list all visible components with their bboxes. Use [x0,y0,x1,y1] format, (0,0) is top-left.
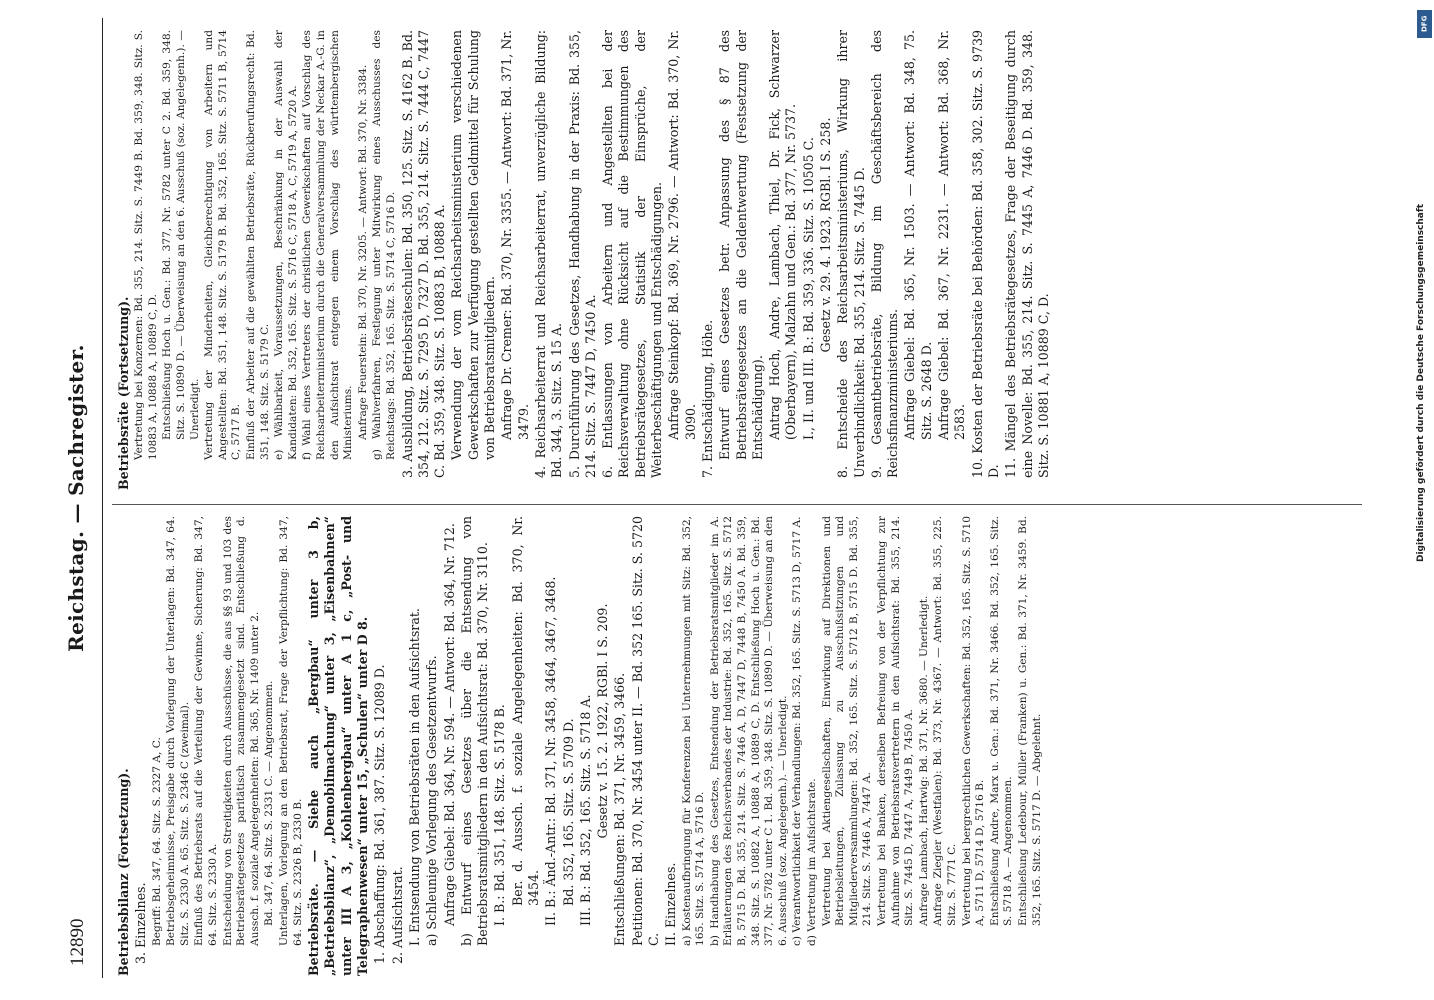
digitization-sidebar [1415,8,1434,992]
right-index-entry: 8. Entscheide des Reichsarbeitsministeriums, Wirkung ihrer Unverbindlichkeit: Bd. 355, 214. Sitz. S. 7445 D. [835,30,867,478]
left-index-entry: Anfrage Giebel: Bd. 364, Nr. 594. — Antwort: Bd. 364, Nr. 712. [441,523,457,926]
left-index-entry: a) Schleunige Vorlegung des Gesetzentwurfs. [424,655,440,946]
left-index-entry: c) Verantwortlichkeit der Verhandlungen: Bd. 352, 165. Sitz. S. 5713 D, 5717 A. [791,516,804,946]
left-index-entry: Unterlagen, Vorlegung an den Betriebsrat, Frage der Verpflichtung: Bd. 347, 64. Sitz. S. 2326 B, 2330 B. [277,516,304,946]
left-index-entry: Gesetz v. 15. 2. 1922, RGBl. I S. 209. [595,603,611,839]
right-index-entry: 6. Entlassungen von Arbeitern und Angestellten bei der Reichsverwaltung ohne Rücksicht auf die Bestimmungen des Betriebsrätegesetzes, Statistik der Einsprüche, der Weiterbeschäftigungen und Entschädigungen. [600,30,665,478]
left-index-entry: Entschließung Ledebour, Müller (Franken) u. Gen.: Bd. 371, Nr. 3459. Bd. 352, 165. Sitz. S. 5717 D. — Abgelehnt. [1016,516,1043,926]
left-index-entry: Einfluß des Betriebsrats auf die Verteilung der Gewinne, Sicherung: Bd. 347, 64. Sitz. S. 2330 A. [193,516,219,946]
page-number: 12890 [67,918,88,966]
right-index-entry: 11. Mängel des Betriebsrätegesetzes, Frage der Beseitigung durch eine Novelle: Bd. 355, 214. Sitz. S. 7445 A, 7446 D. Bd. 359, 348. Sitz. S. 10881 A, 10889 C, D. [1003,30,1051,478]
scanned-page [8,0,1388,998]
left-index-entry: Betriebsräte. — Siehe auch „Bergbau“ unter 3 b, „Betriebsbilanz“, „Demobilmachung“ unter 3, „Eisenbahnen“ unter III A 3, „Kohlenbergbau“ unter A 1 c, „Post- und Telegraphenwesen“ unter 15, „Schulen“ unter D 8. [306,516,371,976]
right-index-entry: Antrag Hoch, Andre, Lambach, Thiel, Dr. Fick, Schwarzer (Oberbayern), Malzahn und Gen.: Bd. 377, Nr. 5737. [767,30,799,440]
left-index-entry: Vertretung bei Banken, derselben Befreiung von der Verpflichtung zur Aufnahme von Betriebsratsvertretern in den Aufsichtsrat: Bd. 355, 214. Sitz. S. 7445 D, 7447 A, 7449 B, 7450 A. [875,516,916,926]
right-index-entry: Anfrage Giebel: Bd. 367, Nr. 2231. — Antwort: Bd. 368, Nr. 2583. [936,30,968,440]
left-index-entry: Betriebsbilanz (Fortsetzung). [116,768,131,976]
right-index-entry: Anfrage Dr. Cremer: Bd. 370, Nr. 3355. — Antwort: Bd. 371, Nr. 3479. [499,30,531,440]
right-index-entry: Entwurf eines Gesetzes betr. Anpassung des § 87 des Betriebsrätegesetzes an die Geldentwertung (Festsetzung der Entschädigung). [717,30,765,460]
header-rule [102,18,103,978]
left-index-entry: Entschließung Andre, Marx u. Gen.: Bd. 371, Nr. 3466. Bd. 352, 165. Sitz. S. 5718 A. — Angenommen. [988,516,1015,926]
left-index-entry: III. B.: Bd. 352, 165. Sitz. S. 5718 A. [577,694,593,926]
left-index-entry: 3. Einzelnes. [133,882,149,964]
right-index-entry: Gesetz v. 29. 4. 1923, RGBl. I S. 258. [818,117,833,353]
left-index-entry: 1. Abschaffung: Bd. 361, 387. Sitz. S. 12089 D. [372,664,388,964]
left-index-entry: I. Entsendung von Betriebsräten in den Aufsichtsrat. [406,608,422,946]
left-index-entry: Anfrage Ziegler (Westfalen): Bd. 373, Nr. 4367. — Antwort: Bd. 355, 225. Sitz. S. 7771 C. [932,516,958,926]
left-index-entry: Entscheidung von Streitigkeiten durch Ausschüsse, die aus §§ 93 und 103 des Betriebsrätegesetzes paritätisch zusammengesetzt sind. Entschließung d. Aussch. f. soziale Angelegenheiten: Bd. 365, Nr. 1409 unter 2. [221,516,261,946]
left-index-entry: II. Einzelnes. [663,862,679,946]
right-index-entry: Vertretung bei Konzernen: Bd. 355, 214. Sitz. S. 7449 B. Bd. 359, 348. Sitz. S. 10883 A, 10888 A, 10889 C, D. [133,30,159,460]
left-column [116,516,1366,976]
right-index-entry: Entschließung Hoch u. Gen.: Bd. 377, Nr. 5782 unter C 2. Bd. 359, 348. Sitz. S. 10890 D. — Überweisung an den 6. Ausschuß (soz. Angelegenh.). — Unerledigt. [161,30,201,440]
left-index-entry: Ber. d. Aussch. f. soziale Angelegenheiten: Bd. 370, Nr. 3454. [509,516,541,906]
left-index-entry: a) Kostenaufbringung für Konferenzen bei Unternehmungen mit Sitz: Bd. 352, 165. Sitz. S. 5714 A, 5716 D. [680,516,707,946]
right-index-entry: 3. Ausbildung, Betriebsräteschulen: Bd. 350, 125. Sitz. S. 4162 B. Bd. 354, 212. Sitz. S. 7295 D, 7327 D. Bd. 355, 214. Sitz. S. 7444 C, 7447 C. Bd. 359, 348. Sitz. S. 10883 B, 10888 A. [399,30,448,478]
left-index-entry: Vertretung bei Aktiengesellschaften, Einwirkung auf Direktionen und Betriebsleitungen, Zulassung zu Ausschußsitzungen und Mitgliederversammlungen: Bd. 352, 165. Sitz. S. 5712 B, 5715 D. Bd. 355, 214. Sitz. S. 7446 A, 7447 A. [820,516,874,926]
right-index-entry: g) Wahlverfahren, Festlegung unter Mitwirkung eines Ausschusses des Reichstags: Bd. 352, 165. Sitz. S. 5714 C, 5716 D. [371,30,397,460]
left-index-entry: Bd. 352, 165. Sitz. S. 5709 D. [560,718,576,906]
column-divider [112,504,1362,505]
left-index-entry: Anfrage Lambach, Hartwig: Bd. 371, Nr. 3680. — Unerledigt. [917,595,930,926]
right-index-entry: Vertretung der Minderheiten, Gleichberechtigung von Arbeitern und Angestellten: Bd. 351, 148. Sitz. S. 5179 B. Bd. 352, 165. Sitz. S. 5711 B, 5714 C, 5717 B. [203,30,243,460]
right-index-entry: I., II. und III. B.: Bd. 359, 336. Sitz. S. 10505 C. [800,137,816,440]
right-index-entry: 5. Durchführung des Gesetzes, Handhabung in der Praxis: Bd. 355, 214. Sitz. S. 7447 D, 7450 A. [566,30,598,478]
left-index-entry: 2. Aufsichtsrat. [389,866,405,964]
right-index-entry: 10. Kosten der Betriebsräte bei Behörden: Bd. 358, 302. Sitz. S. 9739 D. [969,30,1001,478]
right-index-entry: Verwendung der vom Reichsarbeitsministerium verschiedenen Gewerkschaften zur Verfügung gestellten Geldmittel für Schulung von Betriebsratsmitgliedern. [449,30,498,460]
left-index-entry: Betriebsgeheimnisse, Preisgabe durch Vorlegung der Unterlagen: Bd. 347, 64. Sitz. S. 2330 A. 65. Sitz. S. 2346 C (zweimal). [165,516,191,946]
left-index-entry: b) Handhabung des Gesetzes, Entsendung der Betriebsratsmitglieder im A. Erläuterungen des Reichsverbandes der Industrie: Bd. 352, 165. Sitz. S. 5712 B, 5715 D. Bd. 355, 214. Sitz. S. 7446 A, D, 7447 D, 7448 B, 7450 A. Bd. 359, 348. Sitz. S. 10882 A, 10888 A, 10889 C, D. Entschließung Hoch u. Gen.: Bd. 377, Nr. 5782 unter C 1. Bd. 359, 348. Sitz. S. 10890 D. — Überweisung an den 6. Ausschuß (soz. Angelegenh.). — Unerledigt. [708,516,789,946]
right-index-entry: Anfrage Steinkopf: Bd. 369, Nr. 2796. — Antwort: Bd. 370, Nr. 3090. [666,30,698,440]
right-index-entry: Anfrage Giebel: Bd. 365, Nr. 1503. — Antwort: Bd. 348, 75. Sitz. S. 2648 D. [902,30,934,440]
right-index-entry: Betriebsräte (Fortsetzung). [116,296,131,490]
right-index-entry: Anfrage Feuerstein: Bd. 370, Nr. 3205. — Antwort: Bd. 370, Nr. 3384. [356,64,369,440]
left-index-entry: Bd. 347, 64. Sitz. S. 2331 C. — Angenommen. [263,680,276,926]
right-column [116,30,1366,490]
left-index-entry: Petitionen: Bd. 370, Nr. 3454 unter II. — Bd. 352 165. Sitz. S. 5720 C. [629,516,662,946]
left-index-entry: Begriff: Bd. 347, 64. Sitz. S. 2327 A, C. [150,737,163,946]
right-index-entry: Einfluß der Arbeiter auf die gewählten Betriebsräte, Rückberufungsrecht: Bd. 351, 148. Sitz. S. 5179 C. [245,30,271,460]
left-index-entry: b) Entwurf eines Gesetzes über die Entsendung von Betriebsratsmitgliedern in den Aufsichtsrat: Bd. 370, Nr. 3110. [458,516,491,946]
right-index-entry: 4. Reichsarbeiterrat und Reichsarbeiterrat, unverzügliche Bildung: Bd. 344, 3. Sitz. S. 15 A. [532,30,565,478]
left-index-entry: d) Vertretung im Aufsichtsrate. [806,778,818,946]
right-index-entry: f) Wahl eines Vertreters der christlichen Gewerkschaften auf Vorschlag des Reichsarbeiterministerium durch die Generalversammlung der Neckar A.-G. in den Aufsichtsrat entgegen einem Vorschlag des württembergischen Ministeriums. [301,30,355,460]
dfg-logo: DFG [1417,10,1432,38]
running-head: Reichstag. — Sachregister. [64,344,88,652]
left-index-entry: I. B.: Bd. 351, 148. Sitz. S. 5178 B. [492,704,508,926]
left-index-entry: Vertretung bei bergrechtlichen Gewerkschaften: Bd. 352, 165. Sitz. S. 5710 A, 5711 D, 5714 D, 5716 B. [960,516,987,926]
page-header [60,18,100,978]
right-index-entry: 9. Gesamtbetriebsräte, Bildung im Geschäftsbereich des Reichsfinanzministeriums. [868,30,901,478]
left-index-entry: II. B.: Änd.-Antr.: Bd. 371, Nr. 3458, 3464, 3467, 3468. [543,576,559,926]
left-index-entry: Entschließungen: Bd. 371, Nr. 3459, 3466. [612,672,628,946]
right-index-entry: 7. Entschädigung, Höhe. [699,319,715,478]
right-index-entry: e) Wählbarkeit, Voraussetzungen, Beschränkung in der Auswahl der Kandidaten: Bd. 352, 165. Sitz. S. 5716 C, 5718 A, C, 5719 A, 5720 A. [273,30,299,460]
digitization-credit: Digitalisierung gefördert durch die Deutsche Forschungsgemeinschaft [1416,203,1426,562]
